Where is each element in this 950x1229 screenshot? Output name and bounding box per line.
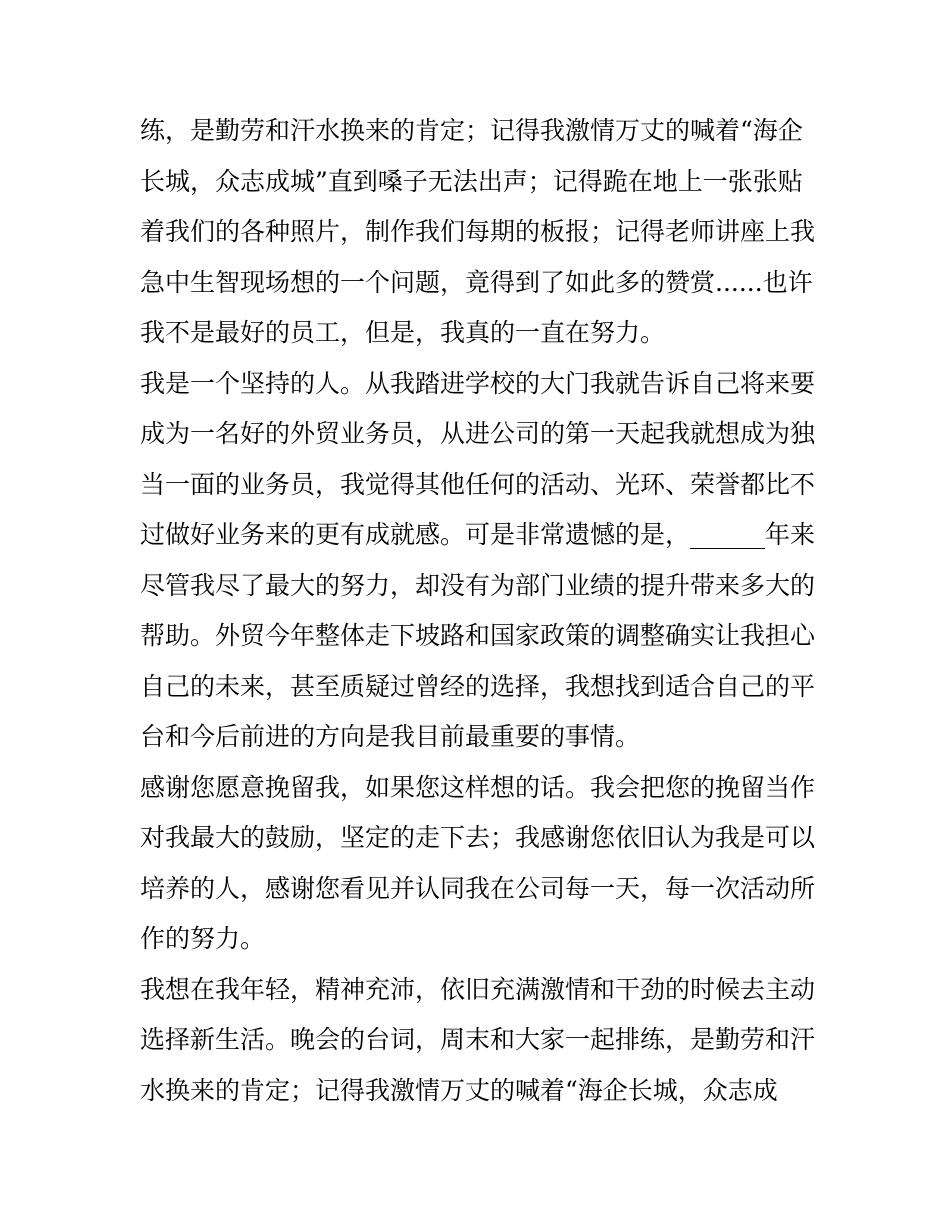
text-line: 急中生智现场想的一个问题，竟得到了如此多的赞赏......也许 [140,267,813,297]
text-line: 我不是最好的员工，但是，我真的一直在努力。 [140,318,666,347]
text-line: 选择新生活。晚会的台词，周末和大家一起排练，是勤劳和汗 [140,1025,816,1054]
text-line: 台和今后前进的方向是我目前最重要的事情。 [140,722,641,751]
text-line: 作的努力。 [140,924,266,953]
text-line: 水换来的肯定；记得我激情万丈的喊着“海企长城，众志成 [140,1075,778,1105]
text-line: 培养的人，感谢您看见并认同我在公司每一天，每一次活动所 [140,873,816,903]
text-line: 尽管我尽了最大的努力，却没有为部门业绩的提升带来多大的 [140,570,816,600]
text-line: 练，是勤劳和汗水换来的肯定；记得我激情万丈的喊着“海企 [140,116,803,145]
text-line: 我是一个坚持的人。从我踏进学校的大门我就告诉自己将来要 [140,368,816,398]
text-line: 过做好业务来的更有成就感。可是非常遗憾的是，______年来 [140,520,816,549]
document-body [140,106,820,1116]
text-line: 着我们的各种照片，制作我们每期的板报；记得老师讲座上我 [140,217,816,246]
text-line: 感谢您愿意挽留我，如果您这样想的话。我会把您的挽留当作 [140,772,816,802]
text-line: 对我最大的鼓励，坚定的走下去；我感谢您依旧认为我是可以 [140,823,816,852]
text-line: 当一面的业务员，我觉得其他任何的活动、光环、荣誉都比不 [140,469,816,499]
text-line: 我想在我年轻，精神充沛，依旧充满激情和干劲的时候去主动 [140,974,816,1004]
text-line: 成为一名好的外贸业务员，从进公司的第一天起我就想成为独 [140,419,816,448]
text-line: 长城，众志成城”直到嗓子无法出声；记得跪在地上一张张贴 [140,166,803,196]
text-line: 自己的未来，甚至质疑过曾经的选择，我想找到适合自己的平 [140,671,816,701]
text-line: 帮助。外贸今年整体走下坡路和国家政策的调整确实让我担心 [140,621,816,650]
